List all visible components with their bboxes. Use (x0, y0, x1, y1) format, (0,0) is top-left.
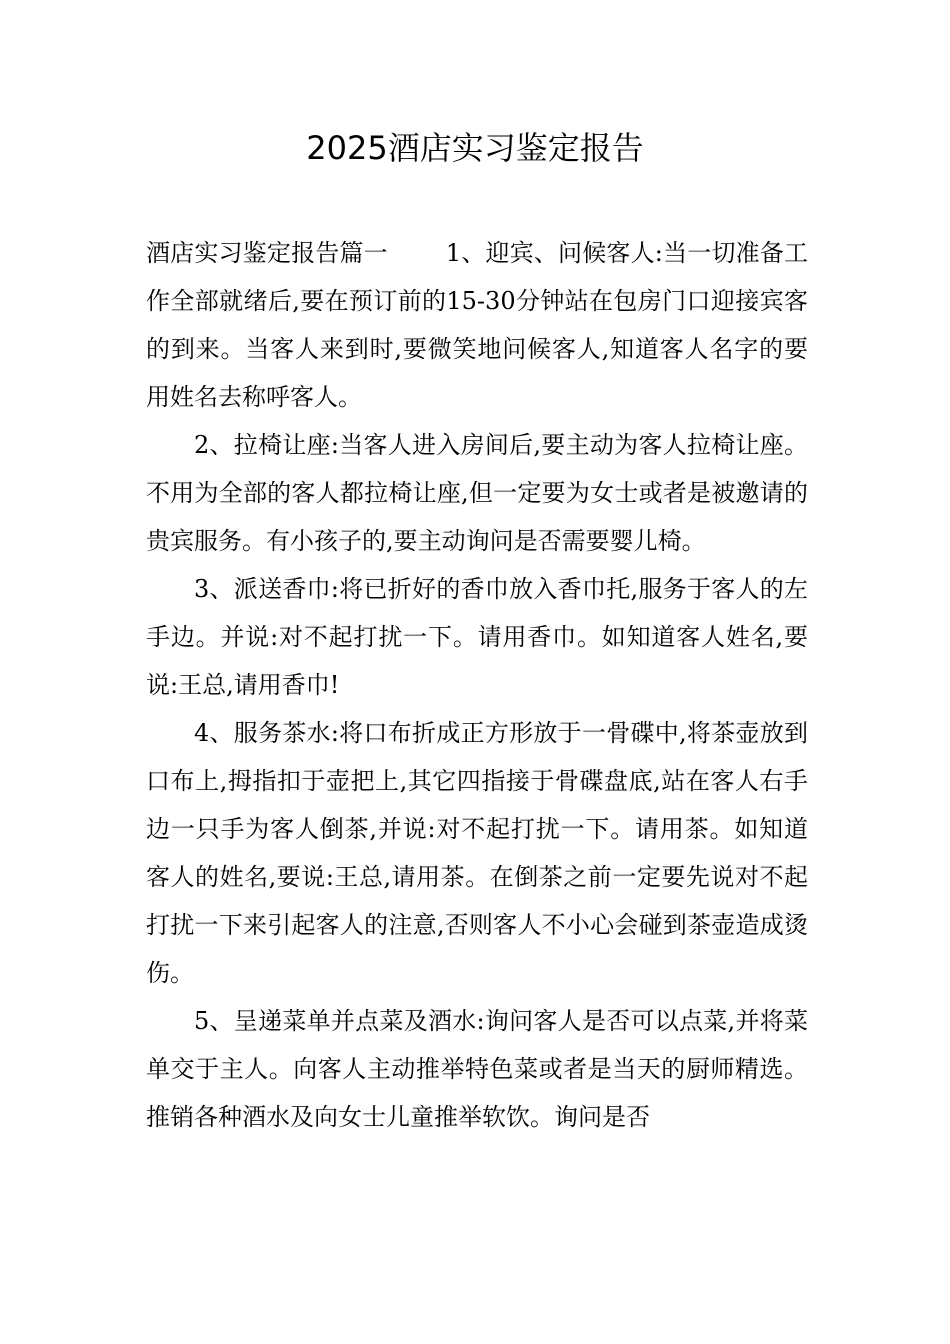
document-body (146, 229, 808, 1141)
document-title: 2025酒店实习鉴定报告 (306, 129, 644, 167)
section-heading: 酒店实习鉴定报告篇一 (146, 239, 388, 267)
paragraph-1 (146, 229, 808, 421)
paragraph-text: 1、迎宾、问候客人:当一切准备工作全部就绪后,要在预订前的15-30分钟站在包房门口迎接宾客的到来。当客人来到时,要微笑地问候客人,知道客人名字的要用姓名去称呼客人。 (146, 239, 808, 411)
paragraph-4: 4、服务茶水:将口布折成正方形放于一骨碟中,将茶壶放到口布上,拇指扣于壶把上,其它四指接于骨碟盘底,站在客人右手边一只手为客人倒茶,并说:对不起打扰一下。请用茶。如知道客人的姓名,要说:王总,请用茶。在倒茶之前一定要先说对不起打扰一下来引起客人的注意,否则客人不小心会碰到茶壶造成烫伤。 (146, 719, 808, 987)
paragraph-3: 3、派送香巾:将已折好的香巾放入香巾托,服务于客人的左手边。并说:对不起打扰一下。请用香巾。如知道客人姓名,要说:王总,请用香巾! (146, 575, 808, 699)
paragraph-5: 5、呈递菜单并点菜及酒水:询问客人是否可以点菜,并将菜单交于主人。向客人主动推举特色菜或者是当天的厨师精选。推销各种酒水及向女士儿童推举软饮。询问是否 (146, 1007, 808, 1131)
paragraph-2: 2、拉椅让座:当客人进入房间后,要主动为客人拉椅让座。不用为全部的客人都拉椅让座,但一定要为女士或者是被邀请的贵宾服务。有小孩子的,要主动询问是否需要婴儿椅。 (146, 431, 808, 555)
